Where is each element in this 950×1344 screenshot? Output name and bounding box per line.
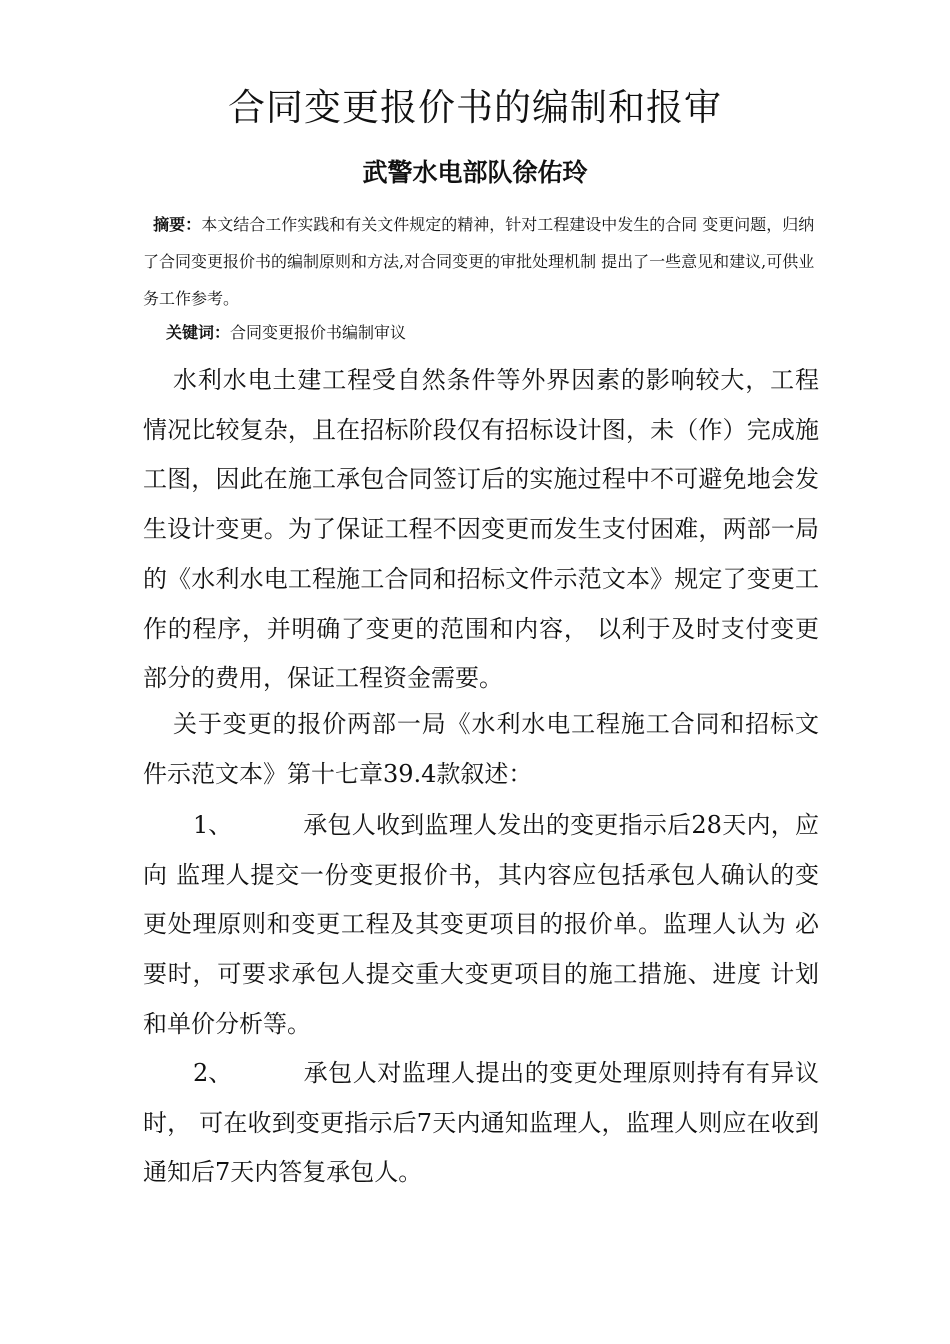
keywords-text: 合同变更报价书编制审议 [230, 323, 407, 342]
body-paragraph-1: 水利水电土建工程受自然条件等外界因素的影响较大，工程情况比较复杂，且在招标阶段仅有招标设计图，未（作）完成施工图，因此在施工承包合同签订后的实施过程中不可避免地会发生设计变更。为了保证工程不因变更而发生支付困难，两部一局的《水利水电工程施工合同和招标文件示范文本》规定了变更工作的程序，并明确了变更的范围和内容， 以利于及时支付变更部分的费用，保证工程资金需要。 [143, 366, 819, 693]
body-paragraph-2: 关于变更的报价两部一局《水利水电工程施工合同和招标文件示范文本》第十七章39.4款叙述： [143, 710, 819, 788]
numbered-item-2 [143, 1049, 819, 1198]
abstract [143, 206, 823, 317]
keywords [166, 318, 826, 348]
numbered-item-1 [143, 801, 819, 1050]
item-text: 承包人对监理人提出的变更处理原则持有有异议时， 可在收到变更指示后7天内通知监理人，监理人则应在收到 通知后7天内答复承包人。 [143, 1059, 819, 1187]
abstract-label: 摘要： [153, 215, 202, 234]
document-title: 合同变更报价书的编制和报审 [228, 86, 722, 129]
keywords-label: 关键词： [166, 323, 231, 342]
abstract-text: 本文结合工作实践和有关文件规定的精神，针对工程建设中发生的合同 变更问题，归纳了合同变更报价书的编制原则和方法,对合同变更的审批处理机制 提出了一些意见和建议,可供业务工作参考。 [143, 215, 815, 308]
document-author: 武警水电部队徐佑玲 [362, 158, 588, 187]
item-number: 2、 [193, 1059, 233, 1087]
item-number: 1、 [193, 811, 233, 839]
item-text: 承包人收到监理人发出的变更指示后28天内，应向 监理人提交一份变更报价书，其内容应包括承包人确认的变 更处理原则和变更工程及其变更项目的报价单。监理人认为 必要时，可要求承包人提交重大变更项目的施工措施、进度 计划和单价分析等。 [143, 811, 819, 1038]
